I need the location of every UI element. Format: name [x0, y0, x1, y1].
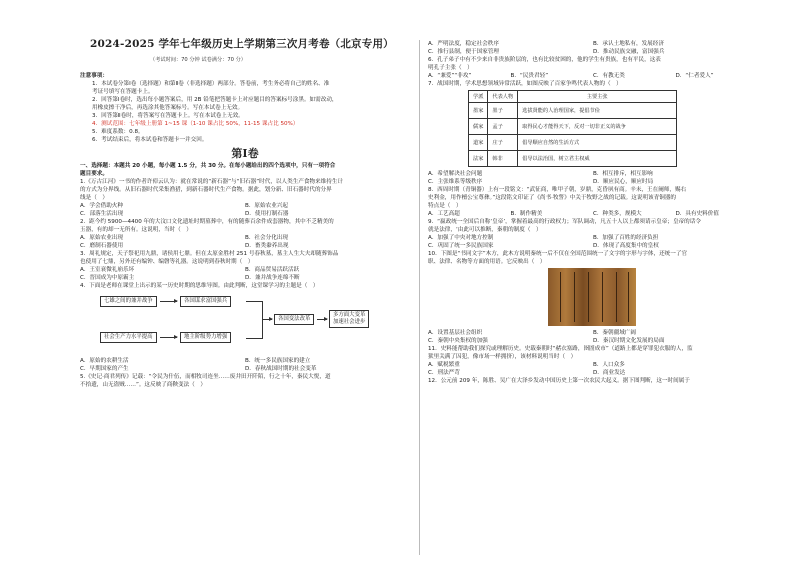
question-3: [80, 250, 410, 282]
table-header: 主要主张: [518, 91, 677, 103]
question-6: [428, 56, 758, 80]
question-text: 明孔子主张（ ）: [428, 65, 473, 71]
question-2: [80, 218, 410, 250]
question-text: 的方式为分界线。从旧石器时代采集渔猎，到新石器时代生产食物。据此，划分新、旧石器时代的分界: [80, 187, 332, 193]
note-line: 考证号填写在答题卡上。: [92, 89, 154, 95]
option-d[interactable]: D．推动民族交融，富国强兵: [593, 49, 665, 55]
right-column: [428, 40, 758, 385]
option-b[interactable]: B．原始农业兴起: [245, 203, 288, 209]
table-cell: 倡导以法治国，树立君主权威: [518, 151, 677, 167]
option-d[interactable]: D．畜类豢养出现: [245, 243, 289, 249]
option-a[interactable]: A．原始的农耕生活: [80, 358, 129, 364]
option-a[interactable]: A．工艺高超: [428, 211, 460, 217]
note-scope: 4．测试范围：七年级上册第 1~15 课（1-10 课占比 50%，11-15 课占比 50%）: [92, 121, 299, 127]
question-text: 狱里关满了囚犯，像市场一样拥挤），该材料说明当时（ ）: [428, 354, 577, 360]
mind-map-node: [329, 310, 369, 328]
option-b[interactable]: B．承认土地私有，发展经济: [593, 41, 664, 47]
question-text: 1.《万古江河》一书的作者许倬云认为：就在常说的“新石器”与“旧石器”时代，以人类生产食物来维持生计: [80, 179, 344, 185]
option-a[interactable]: A．设置基层社会组织: [428, 330, 483, 336]
table-row: [469, 151, 677, 167]
column-divider: [419, 40, 420, 555]
note-line: 用橡皮擦干净后，再选涂其他答案标号。写在本试卷上无效。: [92, 105, 244, 111]
question-text: 5.《史记·商君列传》记载：“令民为什伍，而相牧司连坐……废井田开阡陌，行之十年，秦民大悦，道: [80, 374, 331, 380]
table-cell: 墨家: [469, 103, 488, 119]
option-c[interactable]: C．主张维系等级秩序: [428, 179, 483, 185]
arrow-icon: [160, 301, 177, 302]
schools-table: [468, 90, 677, 167]
section-heading: 第Ⅰ卷: [231, 147, 259, 160]
question-7: [428, 80, 758, 186]
note-line: 2．回答第Ⅰ卷时，选出每小题答案后，用 2B 铅笔把答题卡上对应题目的答案标号涂黑。如需改动，: [92, 97, 338, 103]
option-a[interactable]: A．希望解决社会问题: [428, 171, 483, 177]
mind-map-node: 社会生产力水平提高: [100, 332, 157, 343]
option-a[interactable]: A．严明法度，稳定社会秩序: [428, 41, 499, 47]
option-b[interactable]: B．社会分化出现: [245, 235, 288, 241]
question-text: 7．战国时期，学术思想领域异常活跃，如图反映了百家争鸣代表人物的（ ）: [428, 81, 622, 87]
option-c[interactable]: C．秦朝中央集权的加强: [428, 338, 488, 344]
question-4: [80, 282, 410, 373]
question-text: 8．西周时期（青铜器）上有一段铭文：“武征商，唯甲子朝，岁鼎，克昏夙有商。辛未，王在阑师，赐右: [428, 187, 687, 193]
option-c[interactable]: C．晋国成为中原霸主: [80, 275, 135, 281]
question-text: 线是（ ）: [80, 195, 108, 201]
option-b[interactable]: B．“民贵君轻”: [510, 73, 549, 79]
table-row: [469, 103, 677, 119]
option-d[interactable]: D．具有史料价值: [675, 211, 719, 217]
option-d[interactable]: D．秦汉时期文化发展的局面: [593, 338, 665, 344]
arrow-icon: [262, 319, 272, 320]
table-cell: 倡导顺应自然的生活方式: [518, 135, 677, 151]
option-d[interactable]: D．春秋战国时期的社会变革: [245, 366, 317, 372]
table-row: [469, 135, 677, 151]
table-header: 学派: [469, 91, 488, 103]
question-text: 2．距今约 5900—4400 年的大汶口文化遗址时期墓葬中，有的随葬百余件成套器物，其中不乏精美的: [80, 219, 334, 225]
mind-map-node: 地主阶级势力增强: [180, 332, 231, 343]
instruction-line: 一、选择题：本题共 20 小题，每小题 1.5 分，共 30 分。在每小题给出的四个选项中，只有一项符合: [80, 163, 336, 169]
question-text: 也使用了七鼎，另外还有编钟、编磬等礼器。这说明到春秋时期（ ）: [80, 259, 254, 265]
mind-map-node-line: 加速社会进步: [333, 319, 366, 325]
question-text: 12．公元前 209 年，陈胜、吴广在大泽乡发动中国历史上第一次农民大起义。据下图判断，这一时间属于: [428, 378, 690, 384]
note-line: 6．考试结束后，将本试卷和答题卡一并交回。: [92, 137, 208, 143]
question-text: 特点是（ ）: [428, 203, 462, 209]
option-b[interactable]: B．人口众多: [593, 362, 625, 368]
left-column: [80, 72, 410, 389]
mind-map: [80, 292, 410, 354]
option-d[interactable]: D．顺应民心，顺应时局: [593, 179, 654, 185]
option-c[interactable]: C．种类多，规模大: [593, 211, 642, 217]
question-text: 职、法律、名物等方面的用语。它反映出（ ）: [428, 259, 546, 265]
table-cell: 孟子: [488, 119, 518, 135]
table-cell: 庄子: [488, 135, 518, 151]
option-b[interactable]: B．统一多民族国家的建立: [245, 358, 311, 364]
question-10: [428, 250, 758, 345]
table-cell: 儒家: [469, 119, 488, 135]
question-text: 史利金，用作檀公宝尊彝。”这段铭文印证了《尚书·牧誓》中关于牧野之战的记载。这说明该青铜器的: [428, 195, 677, 201]
arrow-icon: [317, 319, 327, 320]
note-line: 5．难度系数：0.8。: [92, 129, 144, 135]
question-9: [428, 218, 758, 250]
mind-map-node: 七雄之间的兼并战争: [100, 296, 157, 307]
option-c[interactable]: C．早期国家的产生: [80, 366, 129, 372]
option-a[interactable]: A．原始农业出现: [80, 235, 123, 241]
question-text: 3．周礼规定，天子祭祀用九鼎，诸侯用七鼎。但在太原金胜村 251 号春秋墓，墓主人生大夫却随葬饰品: [80, 251, 339, 257]
arrow-icon: [160, 337, 177, 338]
exam-title: 2024-2025 学年七年级历史上学期第三次月考卷（北京专用）: [90, 38, 394, 50]
question-text: 10．下图是“书同文字”木方，此木方说明秦统一后不仅在全国范围统一了文字的字形与字体，还统一了官: [428, 251, 688, 257]
question-5-options: [428, 40, 758, 56]
table-cell: 法家: [469, 151, 488, 167]
table-row: [469, 119, 677, 135]
option-c[interactable]: C．刑法严苛: [428, 370, 460, 376]
option-b[interactable]: B．秦朝疆域广阔: [593, 330, 636, 336]
question-text: 不拾遗，山无盗贼……”。这反映了商鞅变法（ ）: [80, 382, 206, 388]
table-cell: 道家: [469, 135, 488, 151]
option-b[interactable]: B．商品贸易活跃活跃: [245, 267, 300, 273]
question-8: [428, 186, 758, 218]
option-d[interactable]: D．“仁者爱人”: [675, 73, 714, 79]
question-text: 6．孔子弟子中有不少来自非贵族阶层的，也有比较贫困的，他的学生有贵族，也有平民，这表: [428, 57, 661, 63]
mind-map-node: 各国谋求富国强兵: [180, 296, 231, 307]
question-1: [80, 178, 410, 218]
option-c[interactable]: C．磨制石器使用: [80, 243, 124, 249]
option-a[interactable]: A．“兼爱”“非攻”: [428, 73, 472, 79]
table-cell: 韩非: [488, 151, 518, 167]
table-cell: 墨子: [488, 103, 518, 119]
option-d[interactable]: D．体现了高度集中的皇权: [593, 243, 659, 249]
note-line: 3．回答第Ⅱ卷时，将答案写在答题卡上。写在本试卷上无效。: [92, 113, 244, 119]
table-cell: 选拔贤能的人治理国家，提倡节俭: [518, 103, 677, 119]
question-5: [80, 373, 410, 389]
option-d[interactable]: D．使用打制石器: [245, 211, 289, 217]
question-text: 玉器，有的却一无所有。这说明，当时（ ）: [80, 227, 192, 233]
option-d[interactable]: D．商业发达: [593, 370, 626, 376]
question-12: [428, 377, 758, 385]
option-c[interactable]: C．推行县制，便于国家管理: [428, 49, 500, 55]
question-text: 9．“嬴政统一全国后自称‘皇帝’，掌握着最高的行政权力；军队调动，凡五十人以上都须请示皇帝；皇帝的话令: [428, 219, 701, 225]
mind-map-node: 各国变法改革: [274, 314, 314, 325]
option-b[interactable]: B．制作精美: [510, 211, 543, 217]
table-cell: 取得民心才能得天下，反对一切非正义的战争: [518, 119, 677, 135]
question-text: 11．史料能帮助我们探究或理解历史。史载秦朝时“赭衣塞路，囹圄成市”（道路上都是穿罪犯衣服的人，监: [428, 346, 693, 352]
option-c[interactable]: C．巩固了统一多民族国家: [428, 243, 494, 249]
question-text: 4．下面是老师在课堂上出示的某一历史时期的思维导图。由此判断，这堂课学习的主题是（ ）: [80, 283, 319, 289]
instruction-line: 题目要求。: [80, 171, 108, 177]
table-header: 代表人物: [488, 91, 518, 103]
option-a[interactable]: A．加强了中央对地方控制: [428, 235, 494, 241]
option-b[interactable]: B．相互排斥，相互影响: [593, 171, 653, 177]
option-a[interactable]: A．学会借助火种: [80, 203, 123, 209]
option-a[interactable]: A．赋税繁重: [428, 362, 460, 368]
option-d[interactable]: D．兼并战争连绵不断: [245, 275, 300, 281]
connector-line: [246, 301, 263, 339]
option-c[interactable]: C．有教无类: [593, 73, 625, 79]
notes-heading: 注意事项：: [80, 73, 108, 79]
exam-subtitle: （考试时间：70 分钟 试卷满分：70 分）: [150, 57, 246, 63]
option-b[interactable]: B．加强了百姓的经济负担: [593, 235, 659, 241]
mind-map-node-line: 多方面大变革: [333, 312, 366, 318]
question-text: 就是法律，‘由此可以推断，秦朝的制度（ ）: [428, 227, 542, 233]
question-11: [428, 345, 758, 377]
option-a[interactable]: A．王室衰微礼崩乐坏: [80, 267, 135, 273]
option-c[interactable]: C．部落生活出现: [80, 211, 124, 217]
note-line: 1．本试卷分第Ⅰ卷（选择题）和第Ⅱ卷（非选择题）两部分。答卷前，考生务必将自己的姓名、准: [92, 81, 330, 87]
wooden-tablet-image: [548, 268, 636, 326]
